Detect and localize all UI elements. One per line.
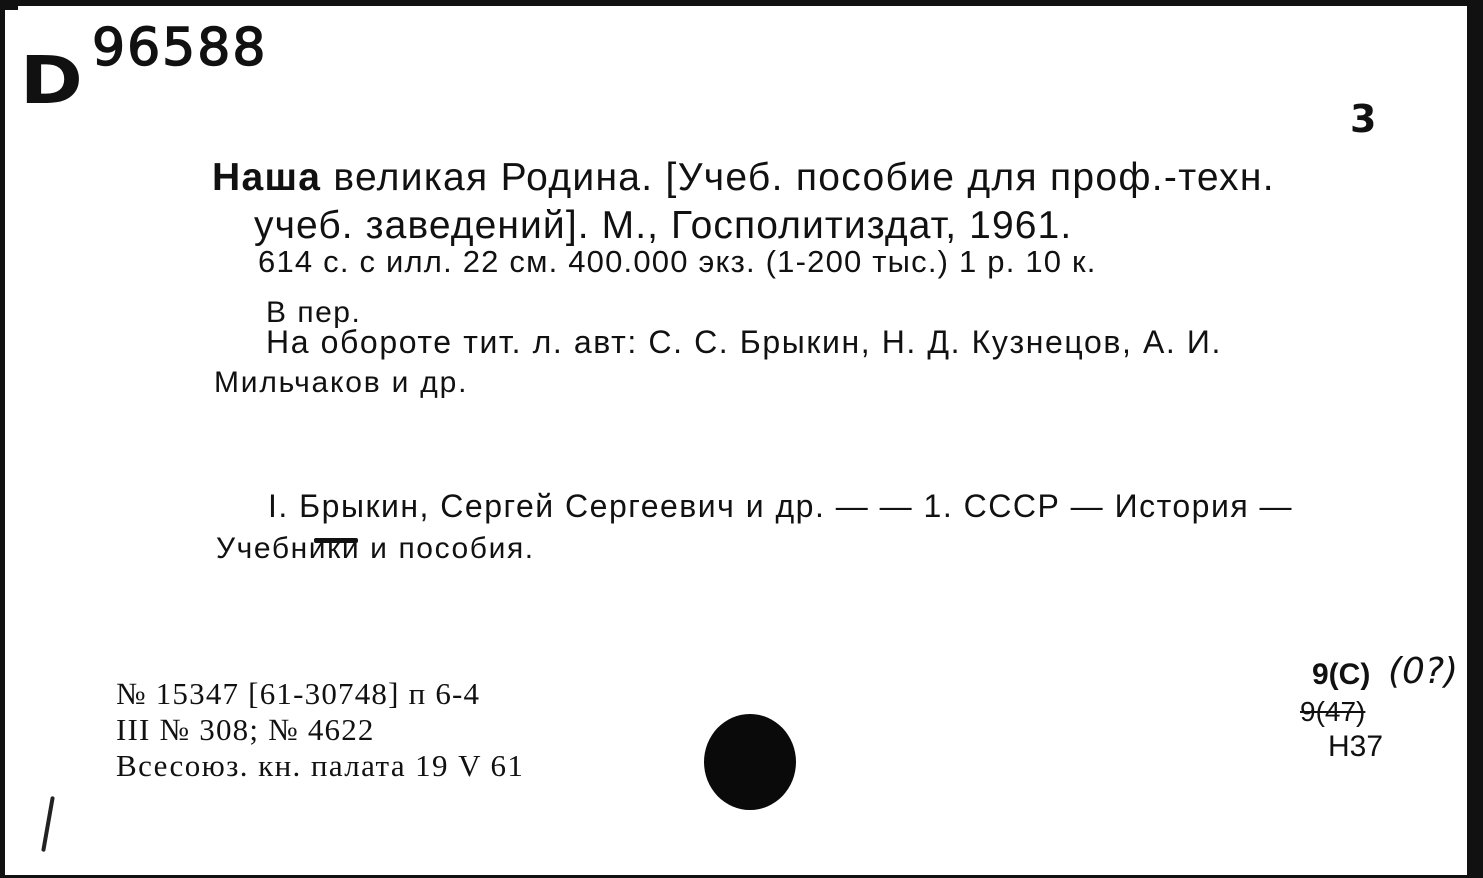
corner-mark (0, 0, 18, 10)
tracings-line: I. Брыкин, Сергей Сергеевич и др. — — 1. СССР — История — (268, 488, 1294, 524)
classification-code: 9(С) (1312, 658, 1371, 691)
pencil-stroke-mark (41, 796, 55, 852)
card-punch-hole (704, 714, 796, 810)
imprint-order-number: № 15347 [61-30748] п 6-4 (116, 676, 481, 711)
card-border-left (0, 0, 5, 878)
entry-title-rest: великая Родина. [Учеб. пособие для проф.-техн. (321, 156, 1275, 199)
card-border-right (1467, 0, 1483, 878)
entry-title-heading: Наша (212, 156, 322, 199)
entry-authors-note-continued: Мильчаков и др. (214, 366, 469, 399)
entry-physical-description: 614 с. с илл. 22 см. 400.000 экз. (1-200 тыс.) 1 р. 10 к. (258, 244, 1097, 279)
card-border-top (0, 0, 1483, 6)
tracings-line-continued: Учебники и пособия. (216, 532, 535, 565)
entry-title-line (212, 158, 1275, 197)
entry-binding-note: В пер. (266, 296, 362, 329)
classification-code-struck: 9(47) (1300, 696, 1366, 727)
imprint-chamber-date: Всесоюз. кн. палата 19 V 61 (116, 748, 525, 783)
handwritten-inventory-number: 96588 (92, 18, 268, 78)
handwritten-classification-suffix: (0?) (1388, 651, 1459, 692)
imprint-print-number: III № 308; № 4622 (116, 712, 375, 747)
author-mark: Н37 (1328, 730, 1384, 763)
entry-authors-note: На обороте тит. л. авт: С. С. Брыкин, Н. Д. Кузнецов, А. И. (266, 324, 1222, 360)
handwritten-collection-letter: D (19, 42, 83, 119)
card-number: 3 (1350, 97, 1377, 141)
entry-publication-line: учеб. заведений]. М., Госполитиздат, 1961. (254, 204, 1073, 247)
